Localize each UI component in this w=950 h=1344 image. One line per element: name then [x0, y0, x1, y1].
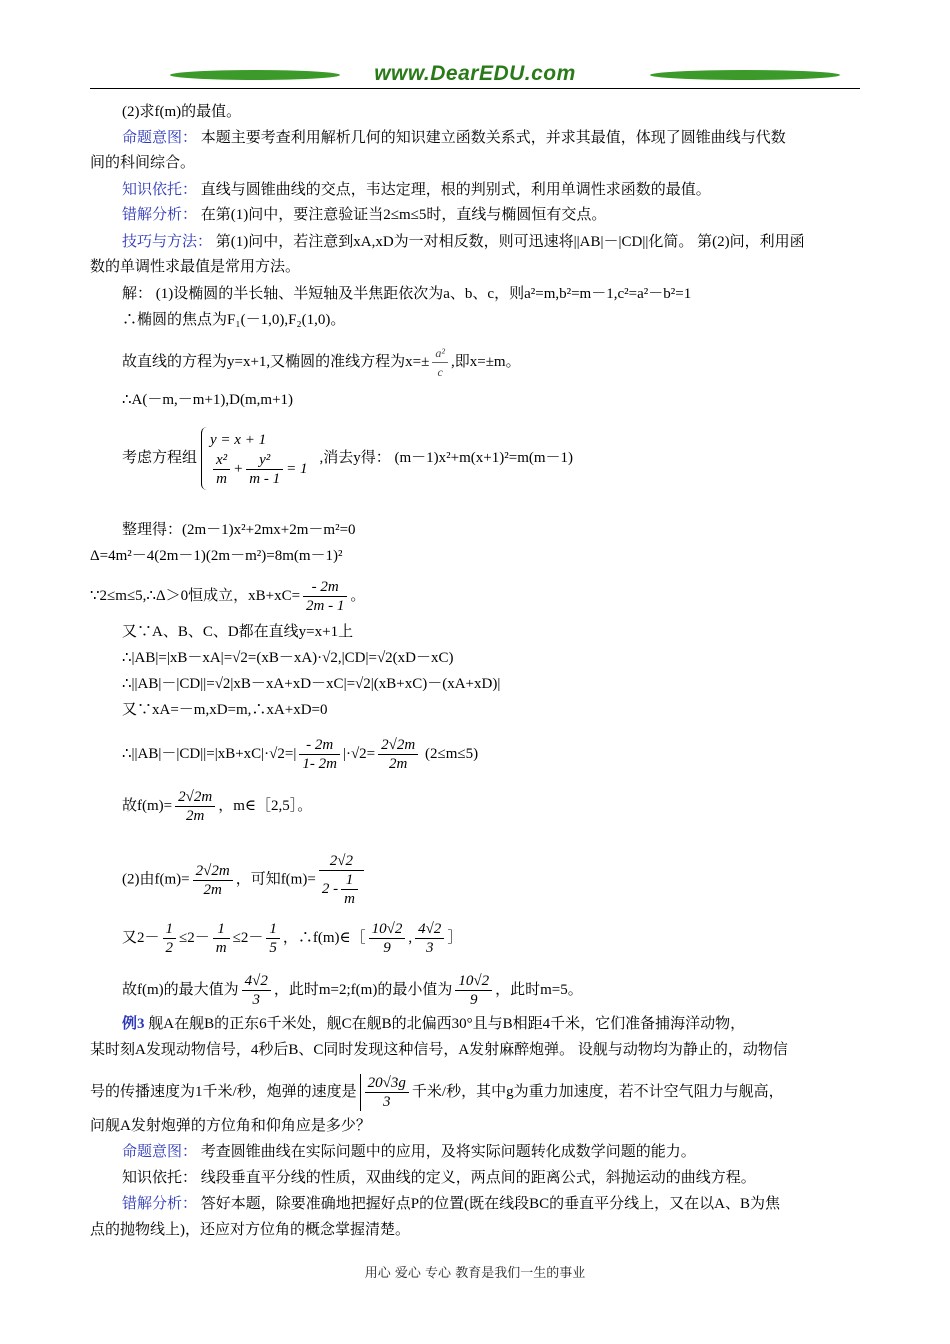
header-rule: [90, 88, 860, 89]
part2-fraction-1: [193, 862, 233, 899]
fraction-denominator: c: [432, 362, 448, 381]
intent-line: [122, 128, 892, 148]
fraction-denominator: 2m: [378, 754, 418, 773]
difference-mid: |·√2=: [342, 745, 376, 762]
domain-note: (2≤m≤5): [424, 745, 479, 762]
fraction-numerator: 1: [165, 921, 174, 937]
system-eq-1: y = x + 1: [210, 432, 267, 448]
example-line-3: [90, 1074, 860, 1111]
speed-radical: [360, 1074, 409, 1111]
intent-label: 命题意图：: [122, 1144, 198, 1160]
speed-tail: 千米/秒，其中g为重力加速度，若不计空气阻力与舰高，: [411, 1083, 784, 1100]
method-text: 第(1)问中，若注意到xA,xD为一对相反数，则可迅速将||AB|－|CD||化简。 第(2)问，利用函: [215, 234, 805, 250]
fraction-denominator: m: [213, 938, 230, 957]
intent-label: 命题意图：: [122, 130, 198, 146]
intent-text: 本题主要考查利用解析几何的知识建立函数关系式，并求其最值，体现了圆锥曲线与代数: [200, 130, 786, 146]
example-3-line: [122, 1014, 892, 1034]
min-text: ，此时m=2;f(m)的最小值为: [273, 981, 453, 998]
method-line: [122, 232, 892, 252]
fraction-numerator: 1: [269, 921, 277, 937]
mistake-line: [122, 205, 892, 225]
simplified-equation: 整理得：(2m－1)x²+2mx+2m－m²=0: [122, 522, 356, 538]
system-eq-2: $\frac{\text{x²}}{m}$ + $\frac{\text{y²}}{m - 1}$ = 1: [210, 451, 307, 488]
solution-foci: ∴椭圆的焦点为F₁(－1,0),F₂(1,0)。: [122, 312, 346, 328]
eq2-frac-x: [213, 451, 230, 488]
page-footer: 用心 爱心 专心 教育是我们一生的事业: [364, 1266, 586, 1281]
max-text: 故f(m)的最大值为: [122, 981, 239, 998]
fraction-numerator: 2√2m: [381, 737, 416, 753]
mistake-label: 错解分析：: [122, 1196, 198, 1212]
fraction-denominator: 9: [455, 990, 492, 1009]
intent-text: 考查圆锥曲线在实际问题中的应用，及将实际问题转化成数学问题的能力。: [200, 1144, 696, 1160]
basis-line-ex3: [122, 1168, 892, 1188]
question-part-2: (2)求f(m)的最值。: [122, 104, 242, 120]
min-fraction: [455, 972, 492, 1009]
intent-line-2: 间的科间综合。: [90, 155, 196, 171]
equation-system: [201, 427, 315, 490]
fraction-denominator: m - 1: [246, 469, 283, 488]
fraction-denominator: 9: [369, 938, 406, 957]
fraction-denominator: 3: [242, 990, 271, 1009]
ab-cd-line: ∴|AB|=|xB－xA|=√2=(xB－xA)·√2,|CD|=√2(xD－xC): [122, 650, 454, 666]
basis-text: 直线与圆锥曲线的交点，韦达定理，根的判别式，利用单调性求函数的最值。: [200, 182, 711, 198]
fraction-numerator: - 2m: [311, 579, 339, 595]
fraction-denominator: 2m - 1: [303, 596, 347, 615]
eliminated-equation: (m－1)x²+m(x+1)²=m(m－1): [394, 449, 574, 466]
fraction-numerator: 2√2: [329, 853, 353, 869]
range-start: 又2－: [122, 929, 160, 946]
fraction-numerator: 4√2: [418, 921, 442, 937]
difference-line: ∴||AB|－|CD||=√2|xB－xA+xD－xC|=√2|(xB+xC)－(xA+xD)|: [122, 676, 501, 692]
site-logo: www.DearEDU.com: [374, 62, 576, 85]
discriminant-line: Δ=4m²－4(2m－1)(2m－m²)=8m(m－1)²: [90, 548, 343, 564]
nested-fraction: [341, 871, 358, 908]
denominator-lead: 2 -: [321, 880, 339, 897]
fraction-numerator: 1: [217, 921, 225, 937]
range-frac-2: [213, 920, 230, 957]
f-fraction: [175, 788, 215, 825]
basis-text: 线段垂直平分线的性质，双曲线的定义，两点间的距离公式，斜抛运动的曲线方程。: [200, 1170, 756, 1186]
fraction-numerator: x²: [216, 452, 228, 468]
example-line-2: 某时刻A发现动物信号，4秒后B、C同时发现这种信号，A发射麻醉炮弹。 设舰与动物均为静止的，动物信: [90, 1042, 788, 1058]
line-equation: [122, 344, 892, 381]
fraction-denominator: 3: [365, 1092, 409, 1111]
sum-roots-line: [90, 578, 860, 615]
system-label: 考虑方程组: [122, 449, 198, 466]
difference-result-line: [122, 736, 892, 773]
solution-line-1: [122, 284, 892, 304]
range-le-2: ≤2－: [232, 929, 264, 946]
range-interval-close: ］: [447, 929, 463, 946]
sum-roots-tail: 。: [350, 587, 366, 604]
fraction-numerator: 10√2: [458, 973, 490, 989]
fraction-numerator: 1: [345, 872, 354, 888]
part2-mid: ，可知f(m)=: [235, 871, 316, 888]
part2-fraction-2: [319, 852, 364, 908]
basis-line: [122, 180, 892, 200]
range-line: [122, 920, 892, 957]
fraction-denominator: [319, 870, 364, 908]
fraction-numerator: a²: [435, 346, 445, 360]
fraction-denominator: m: [341, 889, 358, 908]
fraction-denominator: 1- 2m: [299, 754, 340, 773]
eq2-frac-y: [246, 451, 283, 488]
line-equation-tail: ,即x=±m。: [450, 353, 521, 370]
mistake-line-ex3: [122, 1194, 892, 1214]
example-text: 舰A在舰B的正东6千米处，舰C在舰B的北偏西30°且与B相距4千米，它们准备捕海洋动物，: [148, 1016, 746, 1032]
eliminate-text: ,消去y得：: [319, 449, 391, 466]
mistake-text: 在第(1)问中，要注意验证当2≤m≤5时，直线与椭圆恒有交点。: [200, 207, 607, 223]
collinear-line: 又∵A、B、C、D都在直线y=x+1上: [122, 624, 354, 640]
solution-label: 解：: [122, 286, 153, 302]
speed-text: 号的传播速度为1千米/秒，炮弹的速度是: [90, 1083, 357, 1100]
eq2-rhs: = 1: [286, 460, 308, 477]
max-fraction: [242, 972, 271, 1009]
sum-roots-fraction: [303, 578, 347, 615]
basis-label: 知识依托：: [122, 1170, 198, 1186]
range-frac-4: [369, 920, 406, 957]
f-definition-text: 故f(m)=: [122, 797, 173, 814]
directrix-fraction: [432, 344, 448, 381]
fraction-denominator: 2: [163, 938, 177, 957]
example-line-4: 问舰A发射炮弹的方位角和仰角应是多少？: [90, 1118, 371, 1134]
mistake-line-ex3-2: 点的抛物线上)，还应对方位角的概念掌握清楚。: [90, 1222, 410, 1238]
extrema-line: [122, 972, 892, 1009]
f-domain: ，m∈［2,5］。: [218, 797, 313, 814]
range-le-1: ≤2－: [179, 929, 210, 946]
range-comma: ,: [408, 929, 413, 946]
part2-text: (2)由f(m)=: [122, 871, 190, 888]
example-label: 例3: [122, 1016, 145, 1032]
range-frac-1: [163, 920, 177, 957]
fraction-denominator: 5: [266, 938, 280, 957]
range-frac-5: [415, 920, 444, 957]
fraction-numerator: 2√2m: [195, 862, 230, 879]
solution-text: (1)设椭圆的半长轴、半短轴及半焦距依次为a、b、c，则a²=m,b²=m－1,c²=a²－b²=1: [155, 286, 692, 302]
fraction-denominator: m: [213, 469, 230, 488]
difference-result-fraction: [378, 736, 418, 773]
range-frac-3: [266, 920, 280, 957]
fraction-denominator: 2m: [193, 880, 233, 899]
fraction-numerator: y²: [259, 452, 271, 468]
extrema-tail: ，此时m=5。: [495, 981, 583, 998]
part2-line: [122, 852, 892, 908]
difference-result-text: ∴||AB|－|CD||=|xB+xC|·√2=|: [122, 745, 297, 762]
sum-roots-text: ∵2≤m≤5,∴Δ＞0恒成立，xB+xC=: [90, 587, 301, 604]
points-a-d: ∴A(－m,－m+1),D(m,m+1): [122, 392, 294, 408]
basis-label: 知识依托：: [122, 182, 198, 198]
xa-xd-line: 又∵xA=－m,xD=m,∴xA+xD=0: [122, 702, 328, 718]
fraction-numerator: 10√2: [371, 921, 403, 937]
fraction-denominator: 3: [415, 938, 444, 957]
page-header: [90, 60, 860, 92]
fraction-numerator: 2√2m: [178, 789, 213, 805]
fraction-numerator: 20√3g: [367, 1075, 406, 1091]
mistake-label: 错解分析：: [122, 207, 198, 223]
fraction-denominator: 2m: [175, 806, 215, 825]
method-line-2: 数的单调性求最值是常用方法。: [90, 259, 301, 275]
equation-system-line: [122, 427, 892, 490]
intent-line-ex3: [122, 1142, 892, 1162]
fraction-numerator: - 2m: [306, 737, 334, 753]
f-definition-line: [122, 788, 892, 825]
difference-fraction: [299, 736, 340, 773]
range-interval-open: ，∴f(m)∈［: [282, 929, 366, 946]
fraction-numerator: 4√2: [244, 973, 268, 989]
method-label: 技巧与方法：: [122, 234, 213, 250]
line-equation-text: 故直线的方程为y=x+1,又椭圆的准线方程为x=±: [122, 353, 430, 370]
mistake-text: 答好本题，除要准确地把握好点P的位置(既在线段BC的垂直平分线上，又在以A、B为焦: [200, 1196, 780, 1212]
